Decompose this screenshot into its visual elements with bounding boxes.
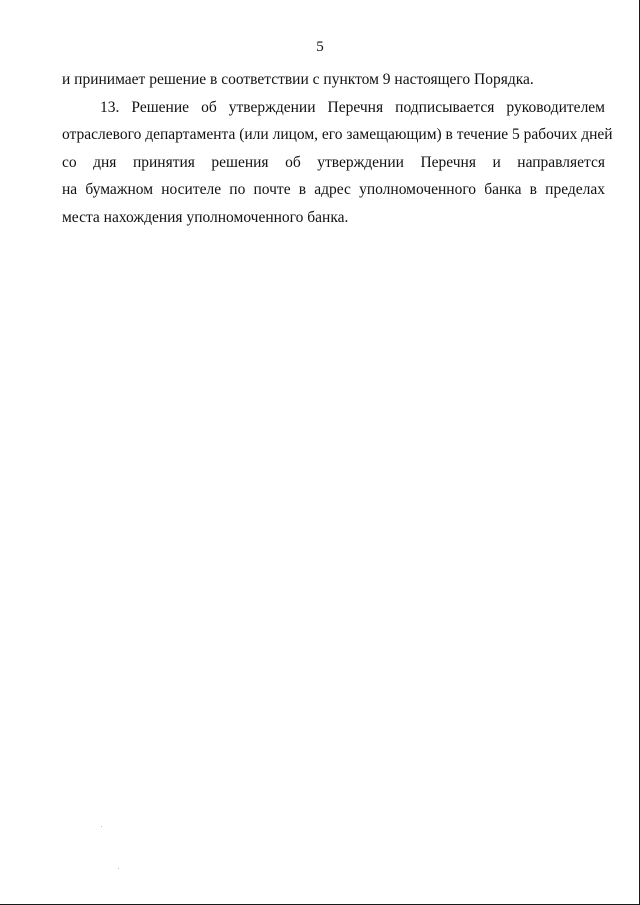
text-line: на бумажном носителе по почте в адрес уполномоченного банка в пределах (62, 181, 605, 198)
text-line: со дня принятия решения об утверждении Перечня и направляется (62, 153, 605, 171)
text-line: места нахождения уполномоченного банка. (62, 208, 349, 226)
paragraph-1 (62, 66, 605, 94)
paragraph-13 (62, 94, 613, 232)
text-line: 13. Решение об утверждении Перечня подписывается руководителем (100, 98, 605, 116)
page-number: 5 (316, 39, 324, 55)
scan-speck (118, 868, 119, 869)
scan-speck (101, 826, 102, 827)
text-line: и принимает решение в соответствии с пунктом 9 настоящего Порядка. (62, 71, 534, 88)
text-line: отраслевого департамента (или лицом, его замещающим) в течение 5 рабочих дней (62, 126, 613, 143)
document-body (62, 66, 613, 231)
